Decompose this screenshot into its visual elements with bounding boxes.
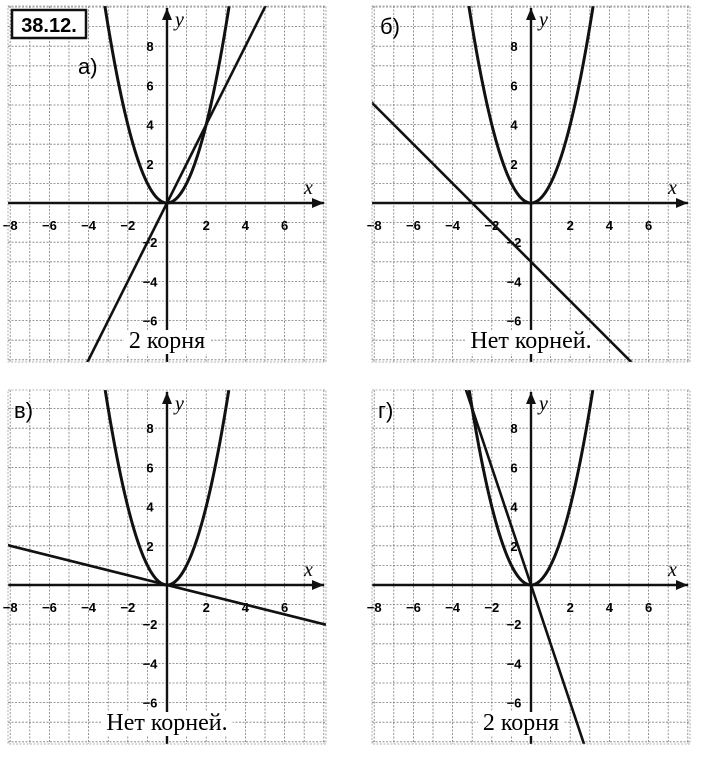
x-tick-label: −8 [366,218,382,233]
x-tick-label: 6 [644,600,653,615]
y-tick-label: −2 [506,235,522,251]
x-tick-label: 4 [605,218,614,233]
x-axis-label: x [304,177,313,199]
x-tick-label: −8 [2,218,18,233]
x-tick-label: −2 [120,600,136,615]
panel-label: в) [14,398,34,423]
y-tick-label: 4 [510,117,518,133]
x-tick-label: 6 [280,600,289,615]
y-tick-label: 6 [510,460,518,476]
y-axis-label: y [175,9,184,31]
axes [3,392,324,744]
y-tick-label: 8 [510,421,518,437]
x-axis-arrow-icon [312,580,324,590]
axes [367,8,688,362]
answer-label: 2 корня [482,710,560,736]
answer-label-group [465,328,596,354]
y-tick-label: −6 [506,313,522,329]
x-tick-label: −8 [366,600,382,615]
y-tick-label: −4 [142,274,158,290]
panel-a [0,0,363,595]
x-tick-label: 6 [644,218,653,233]
x-tick-label: 2 [202,218,210,233]
panel-label: б) [380,14,400,39]
x-axis-arrow-icon [676,580,688,590]
panel-label: г) [378,398,394,423]
x-tick-label: −6 [405,600,421,615]
y-tick-label: 2 [146,156,154,172]
y-tick-label: 6 [146,78,154,94]
x-tick-label: 6 [280,218,289,233]
x-tick-label: −2 [484,218,500,233]
x-tick-label: 2 [566,218,574,233]
y-tick-label: −2 [142,235,158,251]
y-tick-label: 4 [510,499,518,515]
y-tick-label: 2 [510,156,518,172]
y-tick-label: 8 [146,39,154,55]
y-tick-label: 6 [510,78,518,94]
problem-number: 38.12. [21,15,77,37]
answer-label: 2 корня [128,328,206,354]
x-tick-label: −8 [2,600,18,615]
y-tick-label: 8 [146,421,154,437]
panel-g [335,0,701,757]
y-tick-label: 6 [146,460,154,476]
y-axis-label: y [539,9,548,31]
y-tick-label: 8 [510,39,518,55]
x-tick-label: 4 [241,218,250,233]
axes [367,392,688,744]
y-tick-label: 2 [510,538,518,554]
answer-label-group [124,328,210,354]
x-tick-label: 4 [605,600,614,615]
x-axis-arrow-icon [312,198,324,208]
x-axis-label: x [668,177,677,199]
curves [0,0,363,595]
answer-label-group [478,710,564,736]
y-axis-arrow-icon [526,392,536,404]
y-axis-arrow-icon [526,8,536,20]
answer-label: Нет корней. [470,328,592,354]
x-tick-label: 4 [241,600,250,615]
x-tick-label: 2 [202,600,210,615]
x-tick-label: −6 [405,218,421,233]
y-axis-label: y [175,393,184,415]
x-axis-label: x [304,559,313,581]
x-tick-label: −4 [445,218,461,233]
panel-b [335,0,701,458]
y-axis-arrow-icon [162,8,172,20]
y-tick-label: 4 [146,117,154,133]
x-axis-label: x [668,559,677,581]
x-axis-arrow-icon [676,198,688,208]
y-tick-label: −6 [142,695,158,711]
problem-number-box [12,10,86,38]
y-tick-label: −6 [142,313,158,329]
straight-line [0,0,363,595]
answer-label: Нет корней. [106,710,228,736]
y-tick-label: −2 [506,617,522,633]
x-tick-label: −6 [41,600,57,615]
y-tick-label: −6 [506,695,522,711]
x-tick-label: −4 [445,600,461,615]
x-tick-label: −4 [81,218,97,233]
x-tick-label: −4 [81,600,97,615]
y-tick-label: −4 [506,274,522,290]
x-tick-label: 2 [566,600,574,615]
answer-label-group [101,710,232,736]
y-tick-label: 4 [146,499,154,515]
y-tick-label: −4 [506,656,522,672]
x-tick-label: −2 [484,600,500,615]
x-tick-label: −2 [120,218,136,233]
y-axis-arrow-icon [162,392,172,404]
axes [3,8,324,362]
y-tick-label: 2 [146,538,154,554]
x-tick-label: −6 [41,218,57,233]
y-axis-label: y [539,393,548,415]
y-tick-label: −4 [142,656,158,672]
panel-label: а) [78,54,98,79]
y-tick-label: −2 [142,617,158,633]
